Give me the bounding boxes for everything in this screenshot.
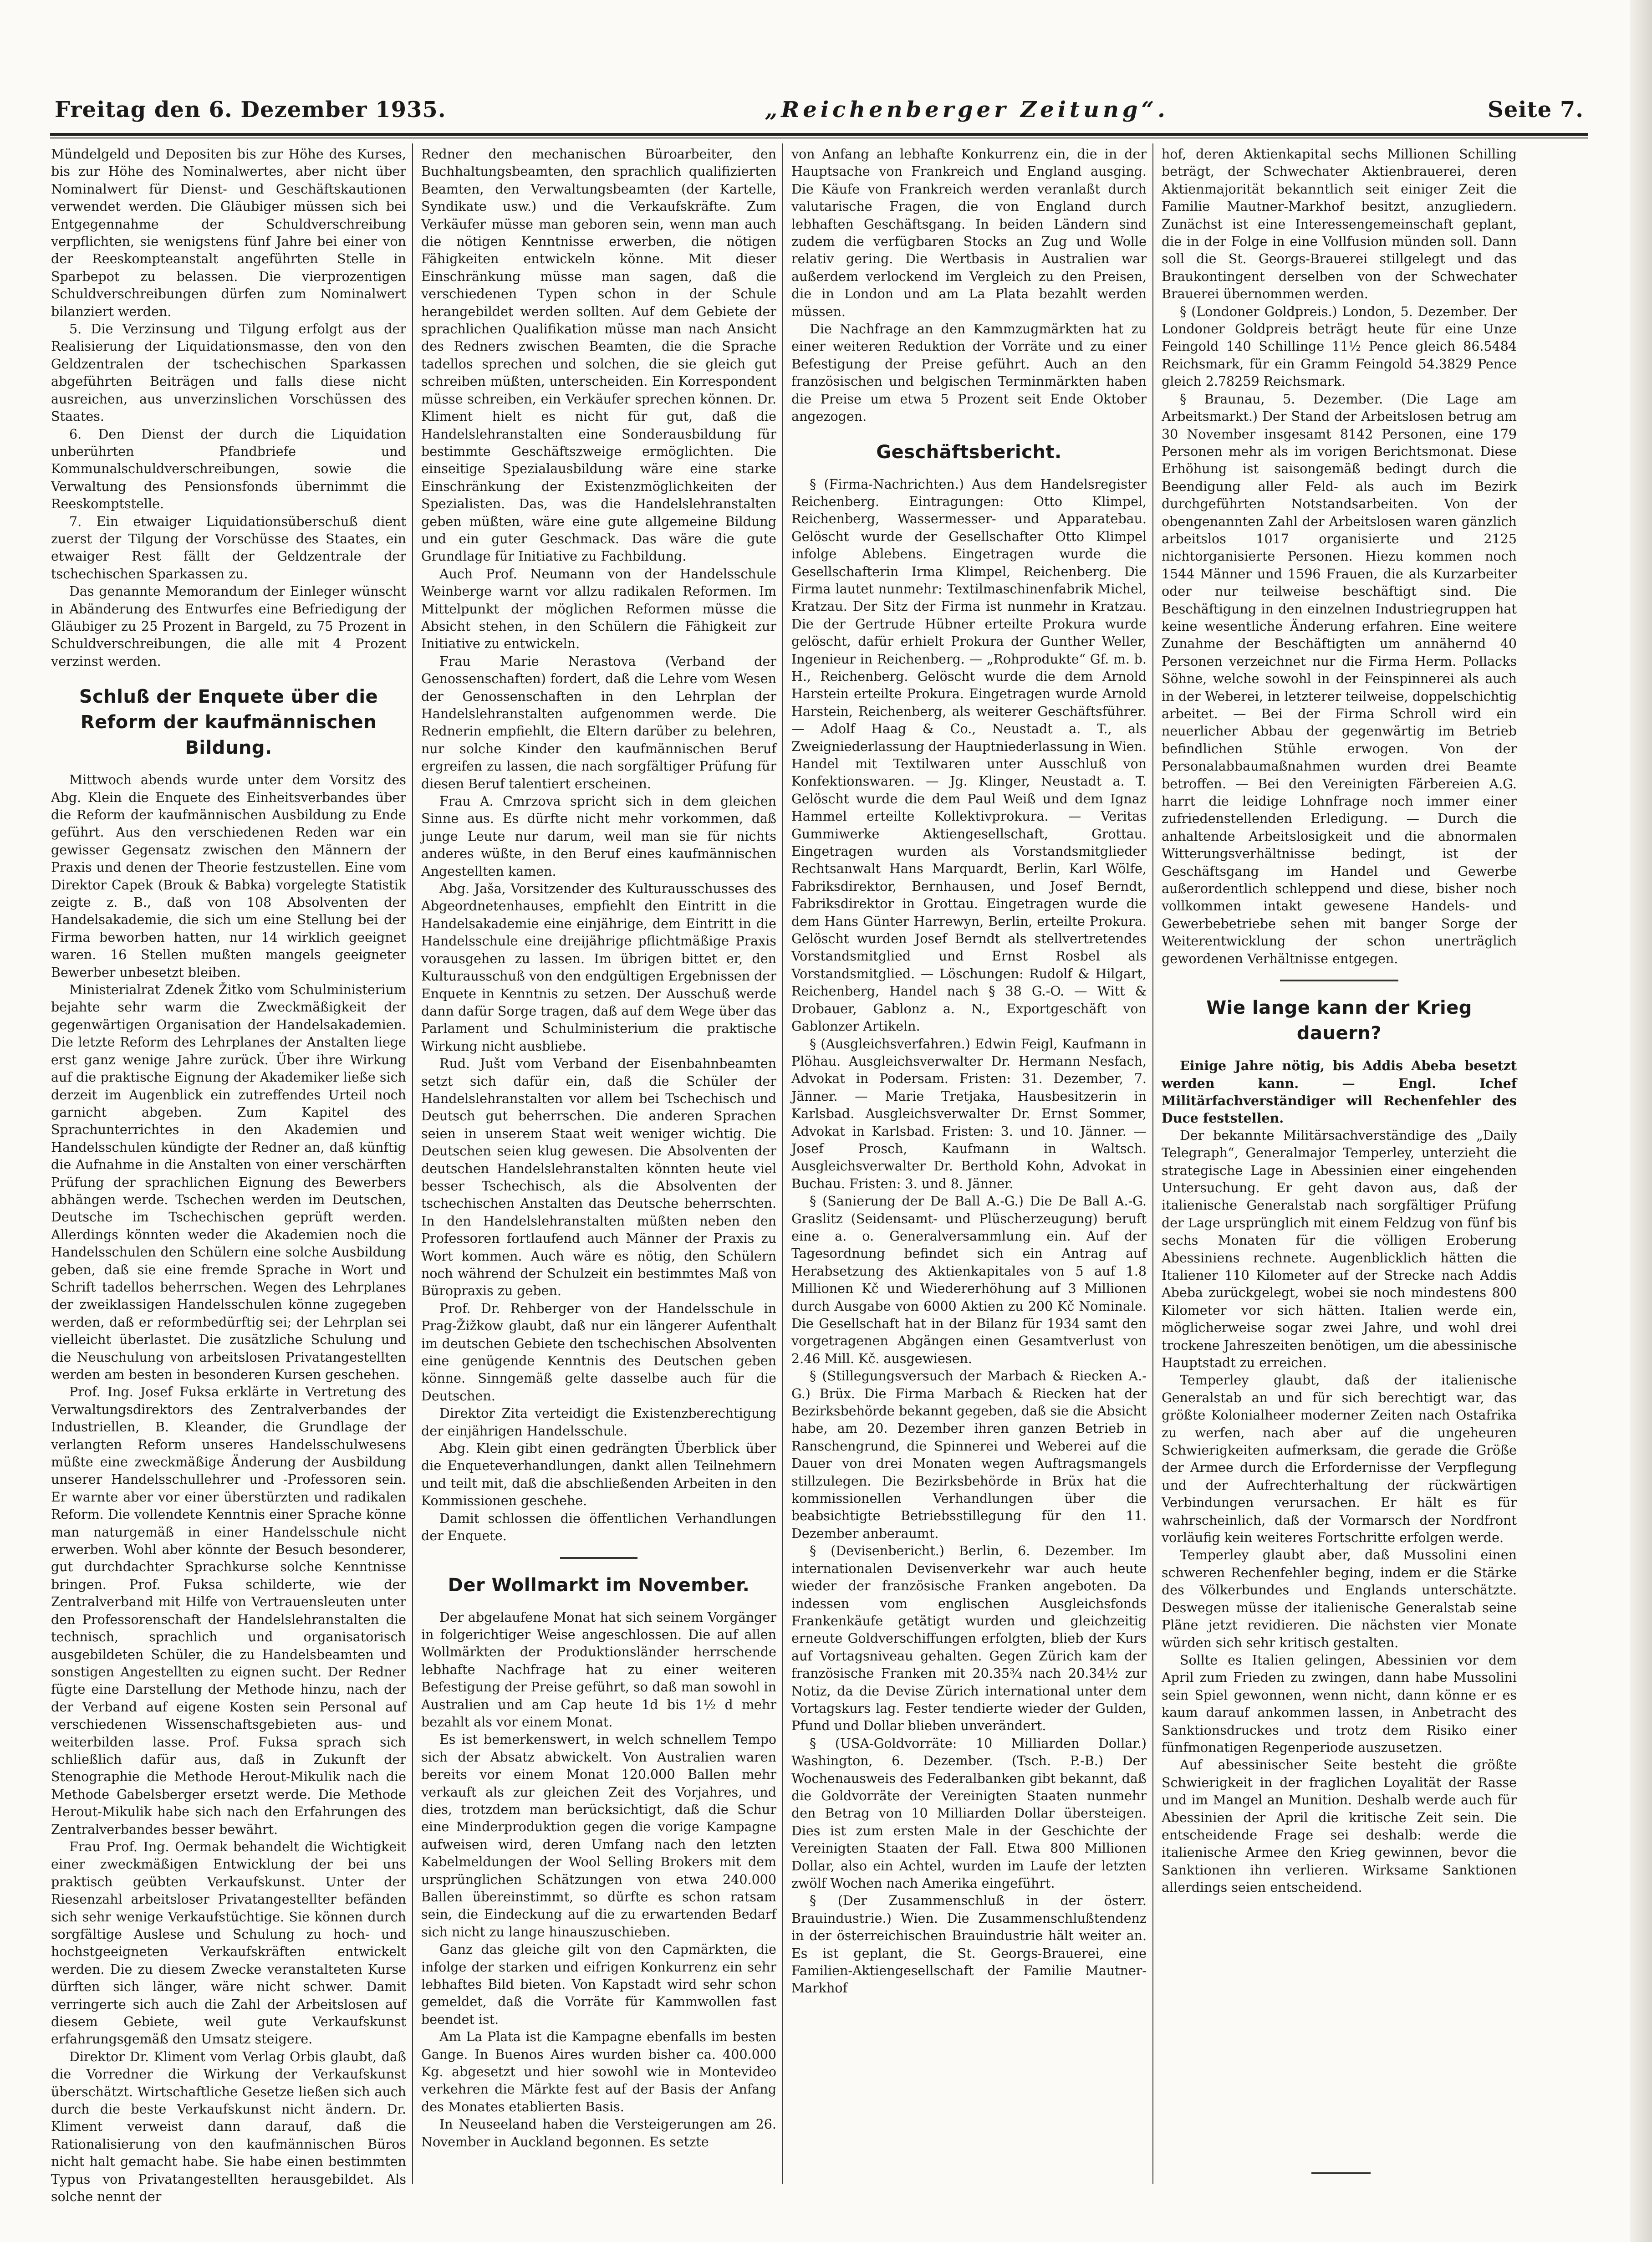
paragraph: Der bekannte Militärsachverständige des „Daily Telegraph“, Generalmajor Temperley, unterzieht die strategische Lage in Abessinien einer eingehenden Untersuchung. Er geht davon aus, daß der italienische Generalstab nach sorgfältiger Prüfung der Lage ursprünglich mit einem Feldzug von fünf bis sechs Monaten für die völligen Eroberung Abessiniens rechnete. Augenblicklich hätten die Italiener 110 Kilometer auf der Strecke nach Addis Abeba zurückgelegt, wobei sie noch mindestens 800 Kilometer vor sich hätten. Italien werde ein, möglicherweise sogar zwei Jahre, und wohl drei trockene Jahreszeiten benötigen, um die abessinische Hauptstadt zu erreichen. (1162, 1128, 1517, 1370)
paragraph: 6. Den Dienst der durch die Liquidation unberührten Pfandbriefe und Kommunalschuldverschreibungen, sowie die Verwaltung des Pensionsfonds übernimmt die Reeskomptstelle. (51, 426, 406, 512)
paragraph: Es ist bemerkenswert, in welch schnellem Tempo sich der Absatz abwickelt. Von Australien waren bereits vor einem Monat 120.000 Ballen mehr verkauft als zur gleichen Zeit des Vorjahres, und dies, trotzdem man berücksichtigt, daß die Schur eine Minderproduktion gegen die vorige Kampagne aufweisen wird, deren Umfang nach den letzten Kabelmeldungen der Wool Selling Brokers mit dem ursprünglichen Schätzungen von etwa 240.000 Ballen übereinstimmt, so dürfte es schon ratsam sein, die Eindeckung auf die zu erwartenden Bedarf sich nicht zu lange hinauszuschieben. (421, 1732, 776, 1940)
paragraph: Mittwoch abends wurde unter dem Vorsitz des Abg. Klein die Enquete des Einheitsverbandes über die Reform der kaufmännischen Ausbildung zu Ende geführt. Aus den verschiedenen Reden war ein gewisser Gegensatz zwischen den Männern der Praxis und denen der Theorie festzustellen. Eine vom Direktor Capek (Brouk & Babka) vorgelegte Statistik zeigte z. B., daß von 108 Absolventen der Handelsakademie, die sich um eine Stellung bei der Firma beworben hatten, nur 14 wirklich geeignet waren. 16 Stellen mußten mangels geeigneter Bewerber unbesetzt bleiben. (51, 772, 406, 980)
paragraph: Frau A. Cmrzova spricht sich in dem gleichen Sinne aus. Es dürfte nicht mehr vorkommen, daß junge Leute nur darum, weil man sie für nichts anderes wüßte, in den Beruf eines kaufmännischen Angestellten kamen. (421, 794, 776, 879)
section-separator (560, 1557, 637, 1559)
paragraph: Damit schlossen die öffentlichen Verhandlungen der Enquete. (421, 1511, 776, 1544)
paragraph: Prof. Dr. Rehberger von der Handelsschule in Prag-Žižkow glaubt, daß nur ein längerer Aufenthalt im deutschen Gebiete den tschechischen Absolventen eine genügende Kenntnis des Deutschen geben könne. Sinngemäß gelte dasselbe auch für die Deutschen. (421, 1301, 776, 1404)
column-1 (51, 146, 406, 2205)
paragraph: § (USA-Goldvorräte: 10 Milliarden Dollar.) Washington, 6. Dezember. (Tsch. P.-B.) Der Wochenausweis des Federalbanken gibt bekannt, daß die Goldvorräte der Vereinigten Staaten nunmehr den Betrag von 10 Milliarden Dollar übersteigen. Dies ist zum ersten Male in der Geschichte der Vereinigten Staaten der Fall. Etwa 800 Millionen Dollar, also ein Achtel, wurden im Laufe der letzten zwölf Wochen nach Amerika eingeführt. (791, 1736, 1147, 1891)
paragraph: § (Der Zusammenschluß in der österr. Brauindustrie.) Wien. Die Zusammenschlußtendenz in der österreichischen Brauindustrie hält weiter an. Es ist geplant, die St. Georgs-Brauerei, eine Familien-Aktiengesellschaft der Familie Mautner-Markhof (791, 1893, 1147, 1996)
paragraph: Direktor Dr. Kliment vom Verlag Orbis glaubt, daß die Vorredner die Wirkung der Verkaufskunst überschätzt. Wirtschaftliche Gesetze ließen sich auch durch die beste Verkaufskunst nicht ändern. Dr. Kliment verweist dann darauf, daß die Rationalisierung von den kaufmännischen Büros nicht halt gemacht habe. Sie habe einen bestimmten Typus von Privatangestellten herausgebildet. Als solche nennt der (51, 2049, 406, 2205)
paragraph: Prof. Ing. Josef Fuksa erklärte in Vertretung des Verwaltungsdirektors des Zentralverbandes der Industriellen, B. Kleander, die Grundlage der verlangten Reform unseres Handelsschulwesens müßte eine zweckmäßige Änderung der Ausbildung unserer Handelsschullehrer und -Professoren sein. Er warnte aber vor einer überstürzten und radikalen Reform. Die vollendete Kenntnis einer Sprache könne man naturgemäß in einer Handelsschule nicht erwerben. Wohl aber könnte der Besuch besonderer, gut durchdachter Sprachkurse solche Kenntnisse bringen. Prof. Fuksa schilderte, wie der Zentralverband mit Hilfe von Vertrauensleuten unter den Professorenschaft der Handelslehranstalten die technisch, sprachlich und organisatorisch ausgebildeten Schüler, die zu Handelsbeamten und sonstigen Angestellten zu eignen sucht. Der Redner fügte eine Darstellung der Methode hinzu, nach der der Verband auf eigene Kosten sein Personal auf verschiedenen Wissenschaftsgebieten aus- und weiterbilden lasse. Prof. Fuksa sprach sich schließlich dafür aus, daß in Zukunft der Stenographie die Methode Herout-Mikulik nach die Methode Gabelsberger ersetzt werde. Die Methode Herout-Mikulik habe sich nach den Erfahrungen des Zentralverbandes besser bewährt. (51, 1384, 406, 1837)
paragraph: von Anfang an lebhafte Konkurrenz ein, die in der Hauptsache von Frankreich und England ausging. Die Käufe von Frankreich werden veranlaßt durch valutarische Fragen, die von England durch lebhaften Geschäftsgang. In beiden Ländern sind zudem die verfügbaren Stocks an Zug und Wolle relativ gering. Die Wertbasis in Australien war außerdem verlockend im Vergleich zu den Preisen, die in London und am La Plata bezahlt werden müssen. (791, 147, 1147, 319)
article-subheadline: Einige Jahre nötig, bis Addis Abeba besetzt werden kann. — Engl. Ichef Militärfachverständiger will Rechenfehler des Duce feststellen. (1162, 1058, 1517, 1126)
paragraph: Das genannte Memorandum der Einleger wünscht in Abänderung des Entwurfes eine Befriedigung der Gläubiger zu 25 Prozent in Bargeld, zu 75 Prozent in Schuldverschreibungen, die alle mit 4 Prozent verzinst werden. (51, 584, 406, 669)
paragraph: Abg. Klein gibt einen gedrängten Überblick über die Enqueteverhandlungen, dankt allen Teilnehmern und teilt mit, daß die abschließenden Arbeiten in den Kommissionen geschehe. (421, 1441, 776, 1509)
column-4 (1162, 146, 1517, 2181)
paragraph: Ganz das gleiche gilt von den Capmärkten, die infolge der starken und eifrigen Konkurrenz ein sehr lebhaftes Bild bieten. Von Kapstadt wird sehr schon gemeldet, daß die Vorräte für Kammwollen fast beendet ist. (421, 1942, 776, 2027)
column-divider (412, 143, 413, 2184)
paragraph: Auch Prof. Neumann von der Handelsschule Weinberge warnt vor allzu radikalen Reformen. Im Mittelpunkt der möglichen Reformen müsse die Absicht stehen, in den Schülern die Fähigkeit zur Initiative zu entwickeln. (421, 566, 776, 652)
paragraph: § (Devisenbericht.) Berlin, 6. Dezember. Im internationalen Devisenverkehr war auch heute wieder der französische Franken angeboten. Da indessen vom englischen Ausgleichsfonds Frankenkäufe getätigt wurden und gleichzeitig erneute Goldverschiffungen erfolgten, blieb der Kurs auf Vortagsniveau gehalten. Gegen Zürich kam der französische Franken mit 20.35¾ nach 20.34½ zur Notiz, da die Devise Zürich international unter dem Vortagskurs lag. Fester tendierte wieder der Gulden, Pfund und Dollar blieben unverändert. (791, 1543, 1147, 1734)
paragraph: Frau Prof. Ing. Oermak behandelt die Wichtigkeit einer zweckmäßigen Entwicklung der bei uns praktisch geübten Verkaufskunst. Unter der Riesenzahl arbeitsloser Privatangestellter befänden sich sehr wenige Verkaufstüchtige. Sie können durch sorgfältige Auslese und Schulung zu hoch- und hochstgeeigneten Verkaufskräften entwickelt werden. Die zu diesem Zwecke veranstalteten Kurse dürften sich länger, wäre nicht schwer. Damit verringerte sich auch die Zahl der Arbeitslosen auf diesem Gebiete, weil gute Verkaufskunst erfahrungsgemäß den Umsatz steigere. (51, 1839, 406, 2047)
section-separator (1280, 980, 1398, 981)
paragraph: 7. Ein etwaiger Liquidationsüberschuß dient zuerst der Tilgung der Vorschüsse des Staates, ein etwaiger Rest fällt der Geldzentrale der tschechischen Sparkassen zu. (51, 514, 406, 582)
paragraph: § (Londoner Goldpreis.) London, 5. Dezember. Der Londoner Goldpreis beträgt heute für eine Unze Feingold 140 Schillinge 11½ Pence gleich 86.5484 Reichsmark, für ein Gramm Feingold 54.3829 Pence gleich 2.78259 Reichsmark. (1162, 304, 1517, 389)
paragraph: Redner den mechanischen Büroarbeiter, den Buchhaltungsbeamten, den sprachlich qualifizierten Beamten, den Verwaltungsbeamten (der Kartelle, Syndikate usw.) und die Verkaufskräfte. Zum Verkäufer müsse man geboren sein, wenn man auch die nötigen Kenntnisse erwerben, die nötigen Fähigkeiten entwickeln könne. Mit dieser Einschränkung müsse man sagen, daß die verschiedenen Typen schon in der Schule herangebildet werden sollten. Auf dem Gebiete der sprachlichen Qualifikation müsse man nach Ansicht des Redners zwischen Beamten, die die Sprache tadellos sprechen und solchen, die sie gleich gut schreiben müßten, unterscheiden. Ein Korrespondent müsse schreiben, ein Verkäufer sprechen können. Dr. Kliment hielt es nicht für gut, daß die Handelslehranstalten eine Sonderausbildung für bestimmte Geschäftszweige ermöglichten. Die einseitige Spezialausbildung wäre eine starke Einschränkung der Existenzmöglichkeiten der Spezialisten. Das, was die Handelslehranstalten geben müßten, wäre eine gute allgemeine Bildung und ein guter Geschmack. Das wäre die gute Grundlage für Initiative zu Fachbildung. (421, 147, 776, 564)
end-rule (1311, 2172, 1371, 2174)
paragraph: Rud. Jušt vom Verband der Eisenbahnbeamten setzt sich dafür ein, daß die Schüler der Handelslehranstalten vor allem bei Tschechisch und Deutsch gut beherrschen. Die anderen Sprachen seien in unserem Staat weit weniger wichtig. Die Deutschen seien klug gewesen. Die Absolventen der deutschen Handelslehranstalten könnten heute viel besser Tschechisch, als die Absolventen der tschechischen Anstalten das Deutsche beherrschten. In den Handelslehranstalten müßten neben den Professoren fortlaufend auch Männer der Praxis zu Wort kommen. Auch wäre es nötig, den Schülern noch während der Schulzeit ein bestimmtes Maß von Büropraxis zu geben. (421, 1056, 776, 1299)
paragraph: Mündelgeld und Depositen bis zur Höhe des Kurses, bis zur Höhe des Nominalwertes, aber nicht über Nominalwert für Dienst- und Geschäftskautionen verwendet werden. Die Gläubiger müssen sich bei Entgegennahme der Schuldverschreibung verpflichten, sie wenigstens fünf Jahre bei einer von der Reeskompteanstalt angeführten Stelle in Sparbepot zu belassen. Die vierprozentigen Schuldverschreibungen dürfen zum Nominalwert bilanziert werden. (51, 147, 406, 319)
paragraph: § Braunau, 5. Dezember. (Die Lage am Arbeitsmarkt.) Der Stand der Arbeitslosen betrug am 30 November insgesamt 8142 Personen, eine 179 Personen mehr als im vorigen Berichtsmonat. Diese Erhöhung ist saisongemäß bedingt durch die Beendigung aller Feld- als auch im Bezirk durchgeführten Notstandsarbeiten. Von der obengenannten Zahl der Arbeitslosen waren gänzlich arbeitslos 1017 organisierte und 2125 nichtorganisierte Personen. Hiezu kommen noch 1544 Männer und 1596 Frauen, die als Kurzarbeiter oder nur teilweise beschäftigt sind. Die Beschäftigung in den einzelnen Industriegruppen hat keine wesentliche Änderung erfahren. Eine weitere Zunahme der Beschäftigten um annähernd 40 Personen verzeichnet nur die Firma Herm. Pollacks Söhne, welche sowohl in der Feinspinnerei als auch in der Weberei, in letzterer teilweise, doppelschichtig arbeitet. — Bei der Firma Schroll wird ein neuerlicher Abbau der gegenwärtig im Betrieb befindlichen Stühle erwogen. Von der Personalabbaumaßnahmen wurden drei Beamte betroffen. — Bei den Vereinigten Färbereien A.G. harrt die leidige Lohnfrage noch immer einer zufriedenstellenden Erledigung. — Durch die anhaltende Arbeitslosigkeit und die abnormalen Witterungsverhältnisse bedingt, ist der Geschäftsgang im Handel und Gewerbe außerordentlich schleppend und diese, bisher noch vollkommen intakt gewesene Handels- und Gewerbebetriebe sehen mit banger Sorge der Weiterentwicklung der schon unerträglich gewordenen Verhältnisse entgegen. (1162, 391, 1517, 966)
page-edge-shadow (1630, 0, 1652, 2242)
paragraph: Der abgelaufene Monat hat sich seinem Vorgänger in folgerichtiger Weise angeschlossen. Die auf allen Wollmärkten der Produktionsländer herrschende lebhafte Nachfrage hat zu einer weiteren Befestigung der Preise geführt, so daß man sowohl in Australien und am Cap heute 1d bis 1½ d mehr bezahlt als vor einem Monat. (421, 1609, 776, 1730)
paragraph: Temperley glaubt, daß der italienische Generalstab an und für sich berechtigt war, das größte Kolonialheer moderner Zeiten nach Ostafrika zu werfen, nach aber auf die ungeheuren Schwierigkeiten aufmerksam, die gerade die Größe der Armee durch die Erfordernisse der Verpflegung und der Aufrechterhaltung der rückwärtigen Verbindungen verursachen. Er hält es für wahrscheinlich, daß der Vormarsch der Nordfront vorläufig kein weiteres Fortschritte erfolgen werde. (1162, 1373, 1517, 1546)
paragraph: § (Sanierung der De Ball A.-G.) Die De Ball A.-G. Graslitz (Seidensamt- und Plüscherzeugung) beruft eine a. o. Generalversammlung ein. Auf der Tagesordnung befindet sich ein Antrag auf Herabsetzung des Aktienkapitales von 5 auf 1.8 Millionen Kč und Wiedererhöhung auf 3 Millionen durch Ausgabe von 6000 Aktien zu 200 Kč Nominale. Die Gesellschaft hat in der Bilanz für 1934 samt den vorgetragenen Abgängen einen Gesamtverlust von 2.46 Mill. Kč. ausgewiesen. (791, 1194, 1147, 1366)
column-3 (791, 146, 1147, 2181)
column-divider (782, 143, 783, 2184)
paragraph: Temperley glaubt aber, daß Mussolini einen schweren Rechenfehler beging, indem er die Stärke des Völkerbundes und Englands unterschätzte. Deswegen müsse der italienische Generalstab seine Pläne jetzt revidieren. Die nächsten vier Monate würden sich sehr kritisch gestalten. (1162, 1547, 1517, 1650)
page-header (55, 89, 1584, 130)
paragraph: Frau Marie Nerastova (Verband der Genossenschaften) fordert, daß die Lehre vom Wesen der Genossenschaften in den Lehrplan der Handelslehranstalten aufgenommen werde. Die Rednerin empfiehlt, die Eltern darüber zu belehren, nur solche Kinder den kaufmännischen Beruf ergreifen zu lassen, die nach sorgfältiger Prüfung für diesen Beruf talentiert erscheinen. (421, 654, 776, 792)
paragraph: Auf abessinischer Seite besteht die größte Schwierigkeit in der fraglichen Loyalität der Rasse und im Mangel an Munition. Deshalb werde auch für Abessinien der April die kritische Zeit sein. Die entscheidende Frage sei deshalb: werde die italienische Armee den Krieg gewinnen, bevor die Sanktionen ihn verlieren. Wirksame Sanktionen allerdings seien entscheidend. (1162, 1757, 1517, 1895)
newspaper-title: „Reichenberger Zeitung“. (765, 97, 1169, 123)
paragraph: 5. Die Verzinsung und Tilgung erfolgt aus der Realisierung der Liquidationsmasse, den von den Geldzentralen der tschechischen Sparkassen abgeführten Beiträgen und falls diese nicht ausreichen, aus unverzinslichen Vorschüssen des Staates. (51, 322, 406, 424)
article-headline: Schluß der Enquete über die Reform der kaufmännischen Bildung. (79, 686, 378, 759)
paragraph: hof, deren Aktienkapital sechs Millionen Schilling beträgt, der Schwechater Aktienbrauerei, deren Aktienmajorität bekanntlich seit einiger Zeit die Familie Mautner-Markhof besitzt, anzugliedern. Zunächst ist eine Interessengemeinschaft geplant, die in der Folge in eine Vollfusion münden soll. Dann soll die St. Georgs-Brauerei stillgelegt und das Braukontingent derselben von der Schwechater Brauerei übernommen werden. (1162, 147, 1517, 302)
section-headline: Geschäftsbericht. (876, 441, 1062, 463)
article-headline: Wie lange kann der Krieg dauern? (1206, 997, 1472, 1044)
paragraph: Ministerialrat Zdenek Žitko vom Schulministerium bejahte sehr warm die Zweckmäßigkeit der gegenwärtigen Organisation der Handelsakademien. Die letzte Reform des Lehrplanes der Anstalten liege erst ganz wenige Jahre zurück. Über ihre Wirkung auf die praktische Eignung der Akademiker ließe sich derzeit im Augenblick ein zutreffendes Urteil noch garnicht abgeben. Zum Kapitel des Sprachunterrichtes in den Akademien und Handelsschulen kündigte der Redner an, daß künftig die Aufnahme in die Anstalten von einer verschärften Prüfung der sprachlichen Eignung des Bewerbers abhängen werde. Tschechen werden im Deutschen, Deutsche im Tschechischen geprüft werden. Allerdings könnten weder die Akademien noch die Handelsschulen den Schülern eine solche Ausbildung geben, daß sie eine fremde Sprache in Wort und Schrift tadellos beherrschen. Wegen des Lehrplanes der zweiklassigen Handelsschulen könne zugegeben werden, daß er reformbedürftig sei; der Lehrplan sei vielleicht überlastet. Die zusätzliche Schulung und die Neuschulung von arbeitslosen Privatangestellten werden am besten in besonderen Kursen geschehen. (51, 982, 406, 1382)
column-2 (421, 146, 776, 2181)
paragraph: Sollte es Italien gelingen, Abessinien vor dem April zum Frieden zu zwingen, dann habe Mussolini sein Spiel gewonnen, wenn nicht, dann könne er es kaum darauf ankommen lassen, in Anbetracht des Sanktionsdruckes und trotz dem Risiko einer fünfmonatigen Regenperiode auszusetzen. (1162, 1652, 1517, 1755)
column-divider (1152, 143, 1153, 2184)
page-number: Seite 7. (1488, 97, 1584, 123)
paragraph: § (Firma-Nachrichten.) Aus dem Handelsregister Reichenberg. Eintragungen: Otto Klimpel, Reichenberg, Wassermesser- und Apparatebau. Gelöscht wurde der Gesellschafter Otto Klimpel infolge Ablebens. Eingetragen wurde die Gesellschafterin Irma Klimpel, Reichenberg. Die Firma lautet nunmehr: Textilmaschinenfabrik Michel, Kratzau. Der Sitz der Firma ist nunmehr in Kratzau. Die der Gertrude Hübner erteilte Prokura wurde gelöscht, dafür erhielt Prokura der Gunther Weller, Ingenieur in Reichenberg. — „Rohprodukte“ Gf. m. b. H., Reichenberg. Gelöscht wurde die dem Arnold Harstein erteilte Prokura. Eingetragen wurde Arnold Harstein, Reichenberg, als weiterer Geschäftsführer. — Adolf Haag & Co., Neustadt a. T., als Zweigniederlassung der Hauptniederlassung in Wien. Handel mit Textilwaren unter Ausschluß von Konfektionswaren. — Jg. Klinger, Neustadt a. T. Gelöscht wurde die dem Paul Weiß und dem Ignaz Hammel erteilte Kollektivprokura. — Veritas Gummiwerke Aktiengesellschaft, Grottau. Eingetragen wurden als Vorstandsmitglieder Rechtsanwalt Hans Marquardt, Berlin, Karl Wölfe, Fabriksdirektor, Bernhausen, und Josef Berndt, Fabriksdirektor in Grottau. Eingetragen wurde die dem Hans Günter Harrewyn, Berlin, erteilte Prokura. Gelöscht wurden Josef Berndt als stellvertretendes Vorstandsmitglied und Ernst Rosbel als Vorstandsmitglied. — Löschungen: Rudolf & Hilgart, Reichenberg, Handel nach § 38 G.-O. — Witt & Drobauer, Gablonz a. N., Exportgeschäft von Gablonzer Artikeln. (791, 476, 1147, 1034)
paragraph: Am La Plata ist die Kampagne ebenfalls im besten Gange. In Buenos Aires wurden bisher ca. 400.000 Kg. abgesetzt und hier sowohl wie in Montevideo verkehren die Märkte fest auf der Basis der Anfang des Monates etablierten Basis. (421, 2029, 776, 2114)
header-date: Freitag den 6. Dezember 1935. (55, 97, 446, 123)
article-headline: Der Wollmarkt im November. (448, 1574, 750, 1596)
paragraph: Direktor Zita verteidigt die Existenzberechtigung der einjährigen Handelsschule. (421, 1406, 776, 1439)
paragraph: Die Nachfrage an den Kammzugmärkten hat zu einer weiteren Reduktion der Vorräte und zu einer Befestigung der Preise geführt. Auch an den französischen und belgischen Terminmärkten haben die Preise um etwa 5 Prozent seit Ende Oktober angezogen. (791, 322, 1147, 424)
paragraph: § (Ausgleichsverfahren.) Edwin Feigl, Kaufmann in Plöhau. Ausgleichsverwalter Dr. Hermann Nesfach, Advokat in Podersam. Fristen: 31. Dezember, 7. Jänner. — Marie Tretjaka, Hausbesitzerin in Karlsbad. Ausgleichsverwalter Dr. Ernst Sommer, Advokat in Karlsbad. Fristen: 3. und 10. Jänner. — Josef Prosch, Kaufmann in Waltsch. Ausgleichsverwalter Dr. Berthold Kohn, Advokat in Buchau. Fristen: 3. und 8. Jänner. (791, 1036, 1147, 1191)
header-rule (50, 133, 1588, 136)
paragraph: Abg. Jaša, Vorsitzender des Kulturausschusses des Abgeordnetenhauses, empfiehlt den Eintritt in die Handelsakademie eine einjährige, dem Eintritt in die Handelsschule eine dreijährige pflichtmäßige Praxis vorausgehen zu lassen. Im übrigen bittet er, den Kulturausschuß von den endgültigen Ergebnissen der Enquete in Kenntnis zu setzen. Der Ausschuß werde dann dafür Sorge tragen, daß auf dem Wege über das Parlament und Schulministerium die praktische Wirkung nicht ausbliebe. (421, 881, 776, 1054)
paragraph: § (Stillegungsversuch der Marbach & Riecken A.-G.) Brüx. Die Firma Marbach & Riecken hat der Bezirksbehörde bekannt gegeben, daß sie die Absicht habe, am 20. Dezember ihren ganzen Betrieb in Ranschengrund, die Spinnerei und Weberei auf die Dauer von drei Monaten wegen Auftragsmangels stillzulegen. Die Bezirksbehörde in Brüx hat die kommissionellen Verhandlungen über die beabsichtigte Betriebsstillegung für den 11. Dezember anberaumt. (791, 1369, 1147, 1541)
paragraph: In Neuseeland haben die Versteigerungen am 26. November in Auckland begonnen. Es setzte (421, 2117, 776, 2150)
